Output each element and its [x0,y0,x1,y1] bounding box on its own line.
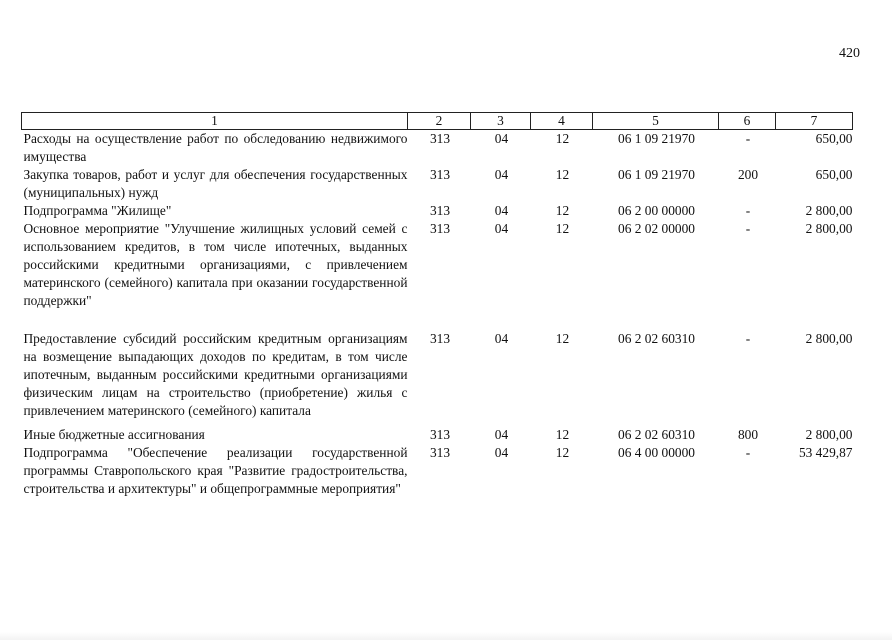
row-pr: 12 [555,203,570,218]
row-rz: 04 [494,221,509,236]
row-ved: 313 [429,427,451,442]
row-amount: 650,00 [815,131,853,146]
row-amount: 2 800,00 [805,203,853,218]
table-row [22,330,853,420]
table-row [22,202,853,220]
row-amount: 2 800,00 [805,427,853,442]
header-col-4: 4 [531,113,593,130]
row-ved: 313 [429,131,451,146]
row-pr: 12 [555,331,570,346]
row-vr: - [745,221,751,236]
header-col-3: 3 [471,113,531,130]
row-description: Подпрограмма "Обеспечение реализации государственной программы Ставропольского края "Развитие градостроительства, строительства и архитектуры" и общепрограммные мероприятия" [23,445,408,496]
row-ved: 313 [429,221,451,236]
table-row [22,220,853,310]
row-pr: 12 [555,427,570,442]
row-description: Предоставление субсидий российским кредитным организациям на возмещение выпадающих доходов по кредитам, в том числе ипотечным, выданным российскими кредитными организациями физическим лицам на строительство (приобретение) жилья с привлечением материнского (семейного) капитала [23,331,408,418]
row-rz: 04 [494,427,509,442]
row-vr: - [745,203,751,218]
row-pr: 12 [555,167,570,182]
row-csr: 06 1 09 21970 [618,131,695,146]
header-col-6: 6 [719,113,776,130]
row-vr: 200 [737,167,759,182]
row-rz: 04 [494,203,509,218]
row-amount: 2 800,00 [805,221,853,236]
table-row [22,130,853,167]
spacer-cell [22,310,853,330]
row-ved: 313 [429,331,451,346]
header-col-2: 2 [408,113,471,130]
table-row [22,426,853,444]
header-col-5: 5 [593,113,719,130]
row-vr: 800 [737,427,759,442]
row-amount: 650,00 [815,167,853,182]
row-csr: 06 2 02 60310 [618,427,695,442]
row-description: Расходы на осуществление работ по обследованию недвижимого имущества [23,131,408,164]
header-col-1: 1 [22,113,408,130]
row-csr: 06 2 00 00000 [618,203,695,218]
row-csr: 06 2 02 00000 [618,221,695,236]
header-row [22,113,853,130]
budget-table [21,112,853,498]
row-description: Основное мероприятие "Улучшение жилищных условий семей с использованием кредитов, в том числе ипотечных, выданных российскими кредитными организациями, с привлечением материнского (семейного) капитала при оказании государственной поддержки" [23,221,408,308]
row-description: Иные бюджетные ассигнования [23,427,205,442]
row-rz: 04 [494,131,509,146]
row-ved: 313 [429,203,451,218]
page-number: 420 [839,46,860,61]
row-pr: 12 [555,131,570,146]
scan-edge-shadow [0,632,892,640]
row-pr: 12 [555,445,570,460]
table-row [22,166,853,202]
header-col-7: 7 [776,113,853,130]
row-amount: 53 429,87 [798,445,853,460]
row-vr: - [745,445,751,460]
table-row [22,444,853,498]
row-description: Закупка товаров, работ и услуг для обеспечения государственных (муниципальных) нужд [23,167,408,200]
row-csr: 06 2 02 60310 [618,331,695,346]
row-csr: 06 4 00 00000 [618,445,695,460]
row-vr: - [745,131,751,146]
row-rz: 04 [494,445,509,460]
row-pr: 12 [555,221,570,236]
row-vr: - [745,331,751,346]
row-ved: 313 [429,167,451,182]
row-rz: 04 [494,167,509,182]
row-csr: 06 1 09 21970 [618,167,695,182]
row-description: Подпрограмма "Жилище" [23,203,172,218]
row-amount: 2 800,00 [805,331,853,346]
row-rz: 04 [494,331,509,346]
spacer-row [22,310,853,330]
row-ved: 313 [429,445,451,460]
